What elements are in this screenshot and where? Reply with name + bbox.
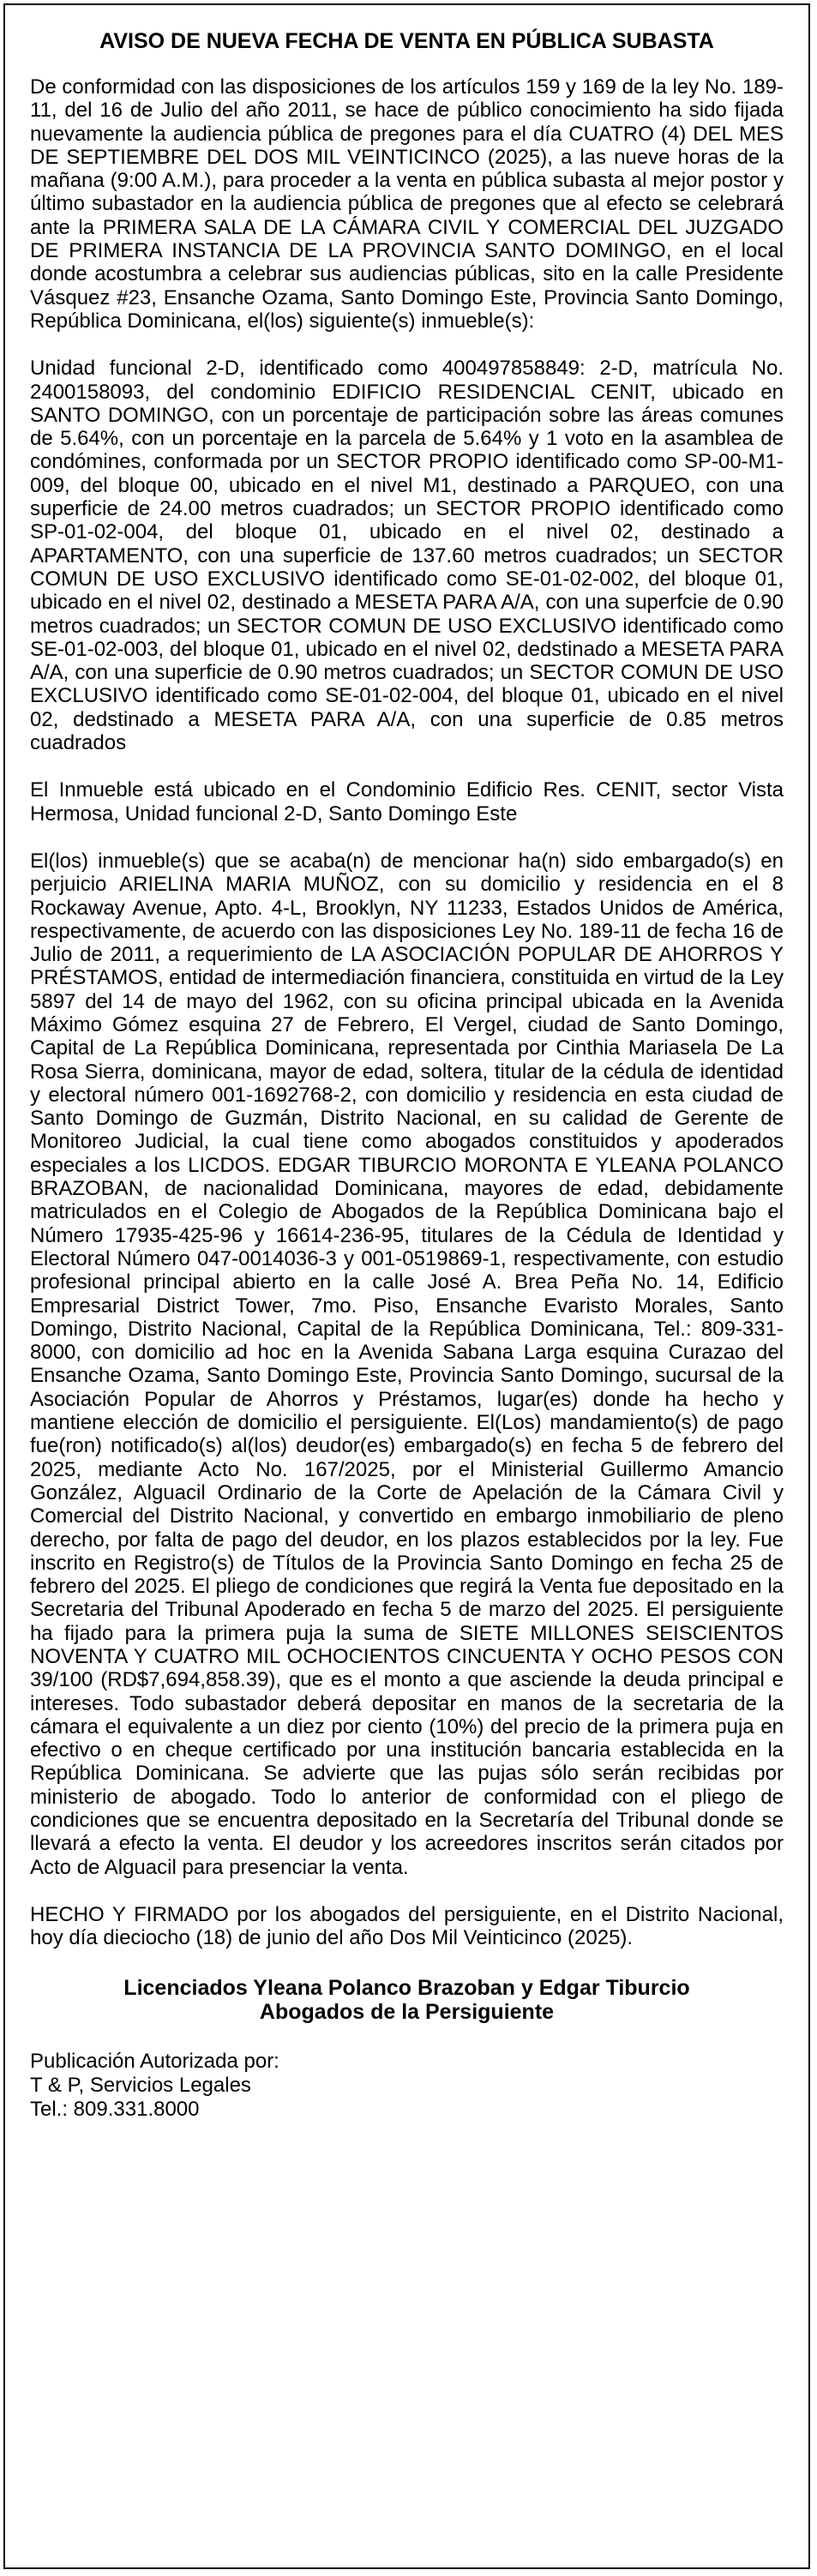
paragraph-auction-date: De conformidad con las disposiciones de los artículos 159 y 169 de la ley No. 189-11, del 16 de Julio del año 2011, se hace de público conocimiento ha sido fijada nuevamente la audiencia pública de pregones para el día CUATRO (4) DEL MES DE SEPTIEMBRE DEL DOS MIL VEINTICINCO (2025), a las nueve horas de la mañana (9:00 A.M.), para proceder a la venta en pública subasta al mejor postor y último subastador en la audiencia pública de pregones que al efecto se celebrará ante la PRIMERA SALA DE LA CÁMARA CIVIL Y COMERCIAL DEL JUZGADO DE PRIMERA INSTANCIA DE LA PROVINCIA SANTO DOMINGO, en el local donde acostumbra a celebrar sus audiencias públicas, sito en la calle Presidente Vásquez #23, Ensanche Ozama, Santo Domingo Este, Provincia Santo Domingo, República Dominicana, el(los) siguiente(s) inmueble(s): [30,75,784,333]
publication-company: T & P, Servicios Legales [30,2073,251,2097]
paragraph-property-description: Unidad funcional 2-D, identificado como 400497858849: 2-D, matrícula No. 2400158093, del condominio EDIFICIO RESIDENCIAL CENIT, ubicado en SANTO DOMINGO, con un porcentaje de participación sobre las áreas comunes de 5.64%, con un porcentaje en la parcela de 5.64% y 1 voto en la asamblea de condómines, conformada por un SECTOR PROPIO identificado como SP-00-M1-009, del bloque 00, ubicado en el nivel M1, destinado a PARQUEO, con una superficie de 24.00 metros cuadrados; un SECTOR PROPIO identificado como SP-01-02-004, del bloque 01, ubicado en el nivel 02, destinado a APARTAMENTO, con una superficie de 137.60 metros cuadrados; un SECTOR COMUN DE USO EXCLUSIVO identificado como SE-01-02-002, del bloque 01, ubicado en el nivel 02, destinado a MESETA PARA A/A, con una superfcie de 0.90 metros cuadrados; un SECTOR COMUN DE USO EXCLUSIVO identificado como SE-01-02-003, del bloque 01, ubicado en el nivel 02, dedstinado a MESETA PARA A/A, con una superficie de 0.90 metros cuadrados; un SECTOR COMUN DE USO EXCLUSIVO identificado como SE-01-02-004, del bloque 01, ubicado en el nivel 02, dedstinado a MESETA PARA A/A, con una superficie de 0.85 metros cuadrados [30,357,784,755]
publication-credit [30,2050,784,2122]
paragraph-seizure-details: El(los) inmueble(s) que se acaba(n) de mencionar ha(n) sido embargado(s) en perjuicio ARIELINA MARIA MUÑOZ, con su domicilio y residencia en el 8 Rockaway Avenue, Apto. 4-L, Brooklyn, NY 11233, Estados Unidos de América, respectivamente, de acuerdo con las disposiciones Ley No. 189-11 de fecha 16 de Julio de 2011, a requerimiento de LA ASOCIACIÓN POPULAR DE AHORROS Y PRÉSTAMOS, entidad de intermediación financiera, constituida en virtud de la Ley 5897 del 14 de mayo del 1962, con su oficina principal ubicada en la Avenida Máximo Gómez esquina 27 de Febrero, El Vergel, ciudad de Santo Domingo, Capital de La República Dominicana, representada por Cinthia Mariasela De La Rosa Sierra, dominicana, mayor de edad, soltera, titular de la cédula de identidad y electoral número 001-1692768-2, con domicilio y residencia en esta ciudad de Santo Domingo de Guzmán, Distrito Nacional, en su calidad de Gerente de Monitoreo Judicial, la cual tiene como abogados constituidos y apoderados especiales a los LICDOS. EDGAR TIBURCIO MORONTA E YLEANA POLANCO BRAZOBAN, de nacionalidad Dominicana, mayores de edad, debidamente matriculados en el Colegio de Abogados de la República Dominicana bajo el Número 17935-425-96 y 16614-236-95, titulares de la Cédula de Identidad y Electoral Número 047-0014036-3 y 001-0519869-1, respectivamente, con estudio profesional principal abierto en la calle José A. Brea Peña No. 14, Edificio Empresarial District Tower, 7mo. Piso, Ensanche Evaristo Morales, Santo Domingo, Distrito Nacional, Capital de la República Dominicana, Tel.: 809-331-8000, con domicilio ad hoc en la Avenida Sabana Larga esquina Curazao del Ensanche Ozama, Santo Domingo Este, Provincia Santo Domingo, sucursal de la Asociación Popular de Ahorros y Préstamos, lugar(es) donde ha hecho y mantiene elección de domicilio el persiguiente. El(Los) mandamiento(s) de pago fue(ron) notificado(s) al(los) deudor(es) embargado(s) en fecha 5 de febrero del 2025, mediante Acto No. 167/2025, por el Ministerial Guillermo Amancio González, Alguacil Ordinario de la Corte de Apelación de la Cámara Civil y Comercial del Distrito Nacional, y convertido en embargo inmobiliario de pleno derecho, por falta de pago del deudor, en los plazos establecidos por la ley. Fue inscrito en Registro(s) de Títulos de la Provincia Santo Domingo en fecha 25 de febrero del 2025. El pliego de condiciones que regirá la Venta fue depositado en la Secretaria del Tribunal Apoderado en fecha 5 de marzo del 2025. El persiguiente ha fijado para la primera puja la suma de SIETE MILLONES SEISCIENTOS NOVENTA Y CUATRO MIL OCHOCIENTOS CINCUENTA Y OCHO PESOS CON 39/100 (RD$7,694,858.39), que es el monto a que asciende la deuda principal e intereses. Todo subastador deberá depositar en manos de la secretaria de la cámara el equivalente a un diez por ciento (10%) del precio de la primera puja en efectivo o en cheque certificado por una institución bancaria establecida en la República Dominicana. Se advierte que las pujas sólo serán recibidas por ministerio de abogado. Todo lo anterior de conformidad con el pliego de condiciones que se encuentra depositado en la Secretaría del Tribunal donde se llevará a efecto la venta. El deudor y los acreedores inscritos serán citados por Acto de Alguacil para presenciar la venta. [30,849,784,1879]
paragraph-signed: HECHO Y FIRMADO por los abogados del persiguiente, en el Distrito Nacional, hoy día dieciocho (18) de junio del año Dos Mil Veinticinco (2025). [30,1902,784,1950]
legal-notice [3,3,810,2569]
publication-label: Publicación Autorizada por: [30,2049,279,2073]
signature-role: Abogados de la Persiguiente [259,1999,555,2024]
notice-title: AVISO DE NUEVA FECHA DE VENTA EN PÚBLICA SUBASTA [99,29,714,53]
attorneys-signature [30,1976,784,2024]
publication-phone: Tel.: 809.331.8000 [30,2097,200,2121]
notice-body [5,5,808,2122]
signature-names: Licenciados Yleana Polanco Brazoban y Edgar Tiburcio [123,1975,690,2000]
paragraph-property-location: El Inmueble está ubicado en el Condominio Edificio Res. CENIT, sector Vista Hermosa, Unidad funcional 2-D, Santo Domingo Este [30,778,784,826]
